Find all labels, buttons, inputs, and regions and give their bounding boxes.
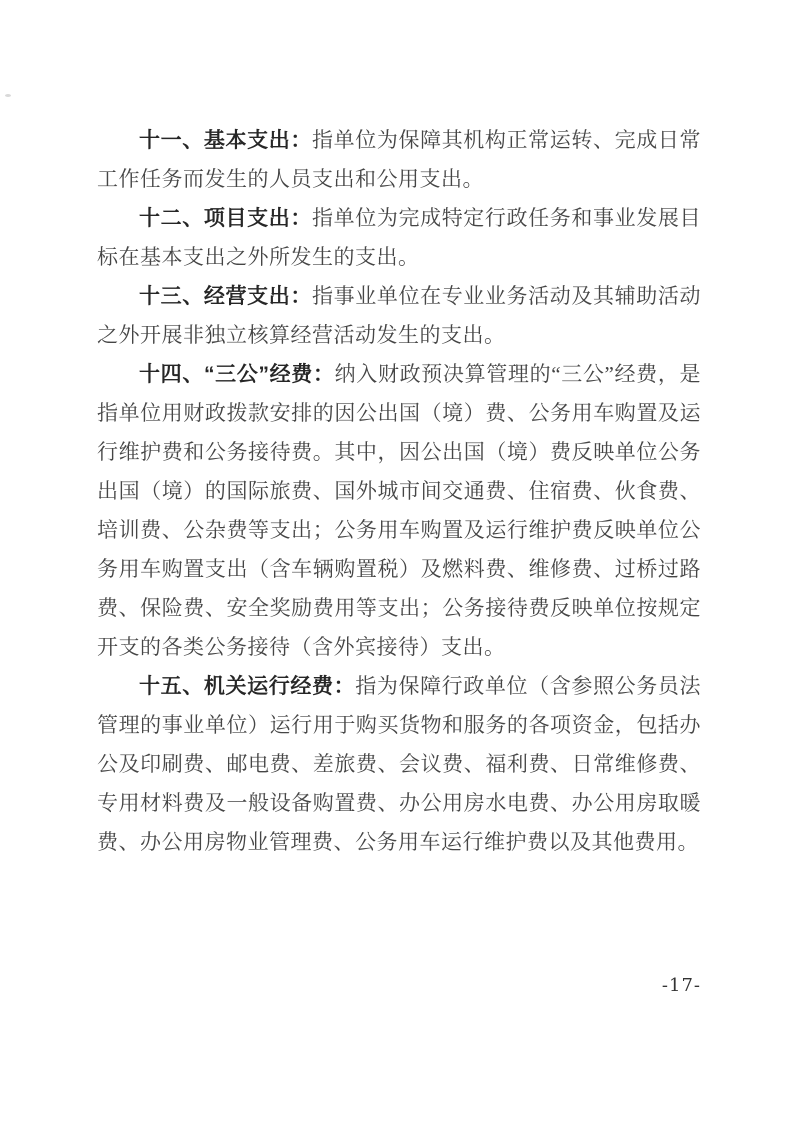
term-definition-project-expenditure: 指单位为完成特定行政任务和事业发展目标在基本支出之外所发生的支出。 — [97, 206, 702, 269]
term-lead-operating-expenditure: 十三、经营支出： — [139, 285, 312, 308]
definition-paragraph-13 — [97, 277, 701, 355]
term-definition-operating-expenditure: 指事业单位在专业业务活动及其辅助活动之外开展非独立核算经营活动发生的支出。 — [97, 284, 702, 347]
document-content — [97, 121, 701, 862]
scan-artifact — [5, 94, 11, 97]
term-definition-three-public-funds: 纳入财政预决算管理的“三公”经费，是指单位用财政拨款安排的因公出国（境）费、公务用车购置及运行维护费和公务接待费。其中，因公出国（境）费反映单位公务出国（境）的国际旅费、国外城市间交通费、住宿费、伙食费、培训费、公杂费等支出；公务用车购置及运行维护费反映单位公务用车购置支出（含车辆购置税）及燃料费、维修费、过桥过路费、保险费、安全奖励费用等支出；公务接待费反映单位按规定开支的各类公务接待（含外宾接待）支出。 — [97, 362, 702, 659]
term-definition-basic-expenditure: 指单位为保障其机构正常运转、完成日常工作任务而发生的人员支出和公用支出。 — [97, 128, 702, 191]
definition-paragraph-11 — [97, 121, 701, 199]
term-lead-project-expenditure: 十二、项目支出： — [139, 207, 312, 230]
page-number: -17- — [661, 975, 701, 996]
term-definition-agency-operating-funds: 指为保障行政单位（含参照公务员法管理的事业单位）运行用于购买货物和服务的各项资金，包括办公及印刷费、邮电费、差旅费、会议费、福利费、日常维修费、专用材料费及一般设备购置费、办公用房水电费、办公用房取暖费、办公用房物业管理费、公务用车运行维护费以及其他费用。 — [97, 674, 702, 854]
definition-paragraph-15 — [97, 667, 701, 862]
term-lead-basic-expenditure: 十一、基本支出： — [139, 129, 312, 152]
term-lead-agency-operating-funds: 十五、机关运行经费： — [139, 675, 356, 698]
term-lead-three-public-funds: 十四、“三公”经费： — [139, 363, 335, 386]
definition-paragraph-14 — [97, 355, 701, 667]
definition-paragraph-12 — [97, 199, 701, 277]
